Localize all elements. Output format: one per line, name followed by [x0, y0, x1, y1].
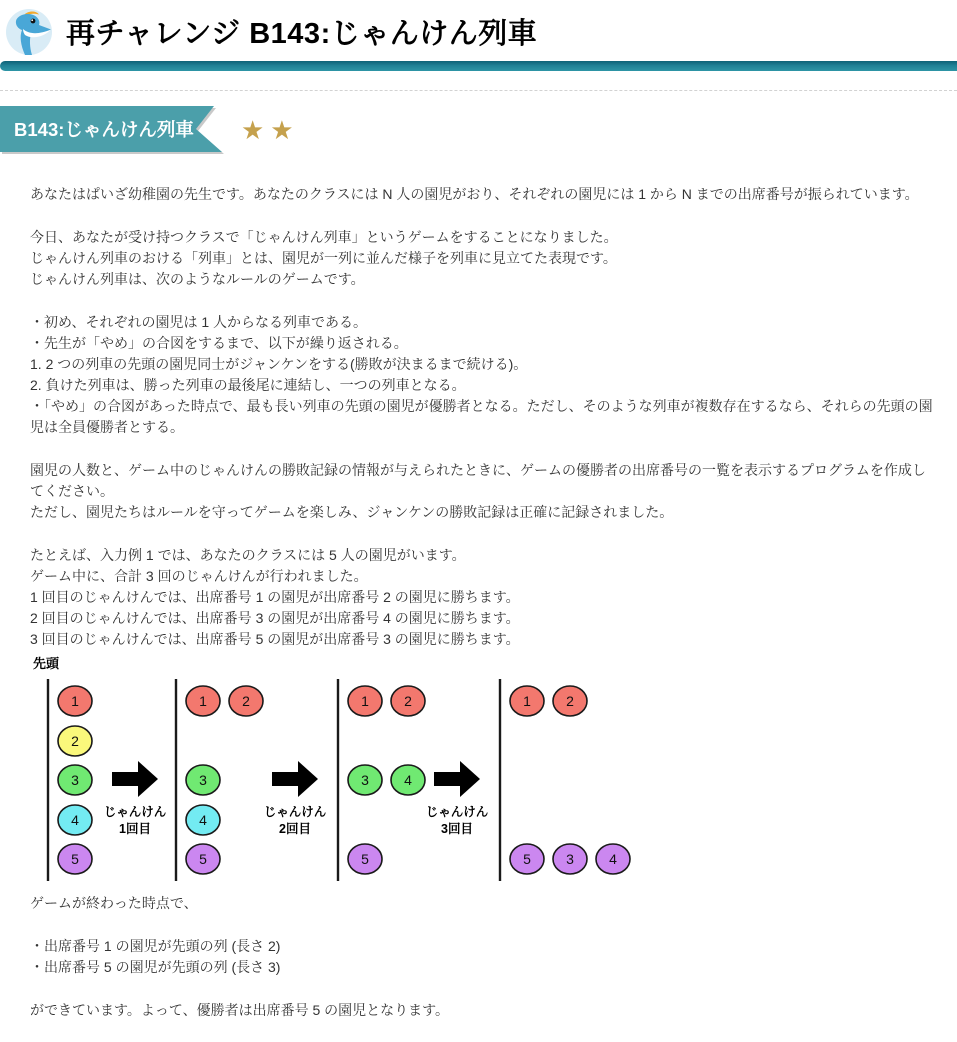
arrow-label-line2: 3回目: [441, 822, 473, 836]
difficulty-stars: ★★: [241, 115, 300, 145]
text-line: 2. 負けた列車は、勝った列車の最後尾に連結し、一つの列車となる。: [30, 377, 466, 393]
text-line: じゃんけん列車は、次のようなルールのゲームです。: [30, 271, 365, 287]
paragraph-result-list: [30, 936, 937, 978]
text-line: 1 回目のじゃんけんでは、出席番号 1 の園児が出席番号 2 の園児に勝ちます。: [30, 589, 520, 605]
arrow-right-icon-3: [434, 761, 480, 797]
child-number-4: 4: [199, 812, 207, 828]
child-number-1: 1: [71, 693, 79, 709]
text-line: ・先生が「やめ」の合図をするまで、以下が繰り返される。: [30, 335, 408, 351]
text-line: ・出席番号 5 の園児が先頭の列 (長さ 3): [30, 959, 281, 975]
text-line: じゃんけん列車のおける「列車」とは、園児が一列に並んだ様子を列車に見立てた表現です。: [30, 250, 617, 266]
head-label: 先頭: [33, 656, 60, 671]
text-line: ゲームが終わった時点で、: [30, 895, 198, 911]
arrow-right-icon-2: [272, 761, 318, 797]
child-number-4: 4: [609, 851, 617, 867]
text-line: ただし、園児たちはルールを守ってゲームを楽しみ、ジャンケンの勝敗記録は正確に記録されました。: [30, 504, 674, 520]
child-number-4: 4: [404, 772, 412, 788]
text-line: あなたはぱいざ幼稚園の先生です。あなたのクラスには N 人の園児がおり、それぞれの園児には 1 から N までの出席番号が振られています。: [30, 186, 919, 202]
problem-statement: [0, 184, 957, 650]
paiza-bird-logo-svg: [5, 8, 53, 56]
text-line: たとえば、入力例 1 では、あなたのクラスには 5 人の園児がいます。: [30, 547, 466, 563]
dotted-separator: [0, 90, 957, 91]
child-number-1: 1: [199, 693, 207, 709]
arrow-label-line2: 2回目: [279, 822, 311, 836]
text-line: 3 回目のじゃんけんでは、出席番号 5 の園児が出席番号 3 の園児に勝ちます。: [30, 631, 520, 647]
child-number-4: 4: [71, 812, 79, 828]
child-number-5: 5: [199, 851, 207, 867]
text-line: ゲーム中に、合計 3 回のじゃんけんが行われました。: [30, 568, 368, 584]
text-line: 2 回目のじゃんけんでは、出席番号 3 の園児が出席番号 4 の園児に勝ちます。: [30, 610, 520, 626]
paragraph-rules: [30, 312, 937, 438]
child-number-5: 5: [361, 851, 369, 867]
arrow-label-line1: じゃんけん: [263, 805, 327, 819]
header-divider-bar: [0, 61, 957, 71]
text-line: ・初め、それぞれの園児は 1 人からなる列車である。: [30, 314, 368, 330]
text-line: 1. 2 つの列車の先頭の園児同士がジャンケンをする(勝敗が決まるまで続ける)。: [30, 356, 528, 372]
child-number-2: 2: [404, 693, 412, 709]
paragraph-task: [30, 460, 937, 523]
arrow-label-line2: 1回目: [119, 822, 151, 836]
arrow-label-line1: じゃんけん: [103, 805, 167, 819]
conclusion: [0, 893, 957, 1021]
paragraph-game-intro: [30, 227, 937, 290]
paragraph-result-intro: [30, 893, 937, 914]
arrow-right-icon-1: [112, 761, 158, 797]
page-header: [0, 0, 957, 58]
problem-banner-row: [0, 106, 957, 156]
page-title: 再チャレンジ B143:じゃんけん列車: [66, 18, 538, 50]
child-number-1: 1: [361, 693, 369, 709]
child-number-2: 2: [71, 733, 79, 749]
child-number-1: 1: [523, 693, 531, 709]
text-line: ・「やめ」の合図があった時点で、最も長い列車の先頭の園児が優勝者となる。ただし、そのような列車が複数存在するなら、それらの先頭の園児は全員優勝者とする。: [30, 398, 933, 435]
child-number-3: 3: [71, 772, 79, 788]
paragraph-intro: [30, 184, 937, 205]
child-number-3: 3: [199, 772, 207, 788]
problem-id-title: B143:じゃんけん列車: [14, 119, 194, 140]
arrow-label-line1: じゃんけん: [425, 805, 489, 819]
text-line: ができています。よって、優勝者は出席番号 5 の園児となります。: [30, 1002, 450, 1018]
child-number-5: 5: [523, 851, 531, 867]
paragraph-example: [30, 545, 937, 650]
child-number-3: 3: [361, 772, 369, 788]
text-line: 園児の人数と、ゲーム中のじゃんけんの勝敗記録の情報が与えられたときに、ゲームの優勝者の出席番号の一覧を表示するプログラムを作成してください。: [30, 462, 926, 499]
problem-title-ribbon: [0, 106, 232, 156]
paragraph-winner: [30, 1000, 937, 1021]
child-number-2: 2: [242, 693, 250, 709]
child-number-2: 2: [566, 693, 574, 709]
janken-train-diagram: [0, 652, 680, 884]
text-line: 今日、あなたが受け持つクラスで「じゃんけん列車」というゲームをすることになりました。: [30, 229, 618, 245]
child-number-3: 3: [566, 851, 574, 867]
paiza-bird-logo-icon: [5, 8, 53, 56]
text-line: ・出席番号 1 の園児が先頭の列 (長さ 2): [30, 938, 281, 954]
child-number-5: 5: [71, 851, 79, 867]
